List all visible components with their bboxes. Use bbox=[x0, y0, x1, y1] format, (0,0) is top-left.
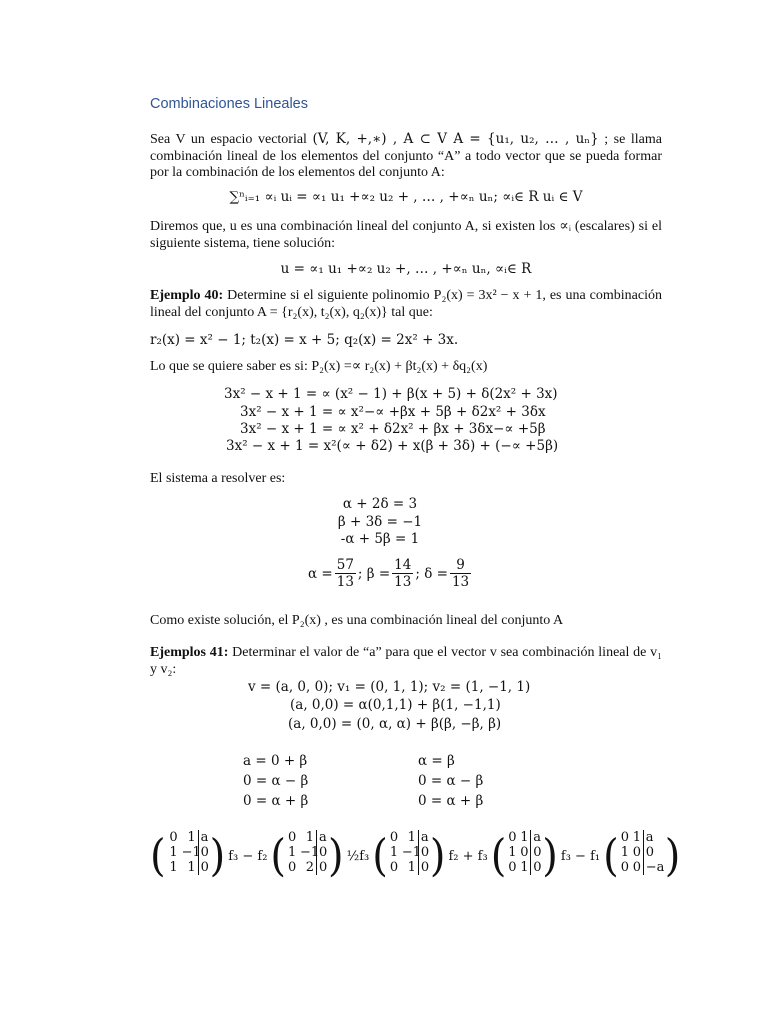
left-system-3: 0 = α + β bbox=[243, 793, 309, 809]
row-operation: ½f₃ bbox=[346, 848, 370, 864]
left-paren-icon: ( bbox=[490, 830, 507, 882]
matrix-cell: 1 bbox=[169, 845, 178, 860]
left-system-2: 0 = α − β bbox=[243, 773, 309, 789]
right-paren-icon: ) bbox=[542, 830, 558, 882]
left-paren-icon: ( bbox=[603, 830, 619, 882]
example-40-equation-2: 3x² − x + 1 = ∝ x²−∝ +βx + 5β + δ2x² + 3δx bbox=[240, 404, 546, 420]
matrix-cell: 1 bbox=[305, 830, 315, 845]
matrix-cell: a bbox=[198, 830, 210, 845]
matrix-cell: a bbox=[418, 830, 430, 845]
augmented-matrix bbox=[270, 830, 343, 882]
augmented-matrix bbox=[603, 830, 680, 882]
matrix-cell: 0 bbox=[530, 845, 542, 860]
matrix-cell: −1 bbox=[401, 845, 422, 860]
matrix-cell: 1 bbox=[508, 845, 517, 860]
matrix-cell: −1 bbox=[300, 845, 320, 860]
matrix-cell: a bbox=[316, 830, 328, 845]
matrix-cell: 1 bbox=[169, 860, 178, 875]
example-40-equation-4: 3x² − x + 1 = x²(∝ + δ2) + x(β + 3δ) + (−∝ +5β) bbox=[226, 438, 559, 454]
matrix-cell: a bbox=[530, 830, 542, 845]
matrix-cell: 0 bbox=[530, 860, 542, 875]
matrix-cell: 1 bbox=[407, 860, 416, 875]
section-heading: Combinaciones Lineales bbox=[150, 96, 308, 112]
right-paren-icon: ) bbox=[328, 830, 344, 882]
example-40-text: Determine si el siguiente polinomio P₂(x) = 3x² − x + 1, es una combinación lineal del conjunto A = {r₂(x), t₂(x), q₂(x)} tal que: bbox=[150, 288, 662, 320]
row-operation: f₂ + f₃ bbox=[448, 848, 488, 864]
matrix-cell: 1 bbox=[389, 845, 399, 860]
intro-paragraph bbox=[150, 131, 662, 182]
delta-denominator: 13 bbox=[451, 574, 470, 590]
matrix-cell: 0 bbox=[643, 845, 665, 860]
augmented-matrix bbox=[491, 830, 558, 882]
delta-numerator: 9 bbox=[450, 557, 471, 574]
right-paren-icon: ) bbox=[664, 830, 681, 882]
system-formula: u = ∝₁ u₁ +∝₂ u₂ +, … , +∝ₙ uₙ, ∝ᵢ∈ R bbox=[280, 261, 532, 277]
matrix-cell: 0 bbox=[316, 860, 328, 875]
matrix-cell: 0 bbox=[620, 830, 629, 845]
matrix-cell: 0 bbox=[632, 845, 641, 860]
matrix-cell: 0 bbox=[288, 830, 297, 845]
matrix-cell: −a bbox=[643, 860, 665, 875]
left-system-1: a = 0 + β bbox=[243, 753, 308, 769]
system-equation-2: β + 3δ = −1 bbox=[337, 514, 423, 530]
alpha-denominator: 13 bbox=[336, 574, 354, 590]
matrix-cell: 0 bbox=[520, 845, 529, 860]
matrix-cell: −1 bbox=[181, 845, 201, 860]
right-system-3: 0 = α + β bbox=[418, 793, 484, 809]
matrix-cell: 0 bbox=[316, 845, 328, 860]
matrix-cell: a bbox=[643, 830, 665, 845]
matrix-cell: 0 bbox=[389, 860, 399, 875]
example-41-equation-1: (a, 0,0) = α(0,1,1) + β(1, −1,1) bbox=[290, 697, 501, 713]
matrix-cell: 1 bbox=[520, 860, 529, 875]
system-label: El sistema a resolver es: bbox=[150, 471, 286, 486]
matrix-cell: 0 bbox=[418, 860, 430, 875]
matrix-cell: 0 bbox=[508, 860, 517, 875]
matrix-cell: 0 bbox=[508, 830, 517, 845]
solution-line bbox=[308, 557, 473, 590]
example-40-conclusion: Como existe solución, el P₂(x) , es una combinación lineal del conjunto A bbox=[150, 613, 564, 628]
matrix-cell: 1 bbox=[407, 830, 416, 845]
right-system-2: 0 = α − β bbox=[418, 773, 484, 789]
system-equation-1: α + 2δ = 3 bbox=[342, 496, 418, 512]
right-paren-icon: ) bbox=[429, 830, 446, 882]
matrix-cell: 1 bbox=[620, 845, 629, 860]
delta-fraction bbox=[450, 557, 471, 590]
beta-numerator: 14 bbox=[394, 557, 412, 573]
left-paren-icon: ( bbox=[150, 830, 166, 882]
example-40-equation-1: 3x² − x + 1 = ∝ (x² − 1) + β(x + 5) + δ(2x² + 3x) bbox=[224, 386, 558, 402]
example-40-label: Ejemplo 40: bbox=[150, 288, 224, 303]
matrix-cell: 2 bbox=[305, 860, 315, 875]
left-paren-icon: ( bbox=[372, 830, 388, 882]
intro-math: (V, K, +,∗) , A ⊂ V A = {u₁, u₂, … , uₙ} bbox=[312, 131, 599, 147]
beta-fraction bbox=[392, 557, 413, 590]
matrix-cell: 0 bbox=[632, 860, 641, 875]
matrix-cell: 1 bbox=[187, 860, 196, 875]
matrix-cell: 1 bbox=[632, 830, 641, 845]
matrix-cell: 1 bbox=[288, 845, 297, 860]
augmented-matrix bbox=[372, 830, 445, 882]
example-40-definitions: r₂(x) = x² − 1; t₂(x) = x + 5; q₂(x) = 2x² + 3x. bbox=[150, 332, 459, 348]
row-operation: f₃ − f₂ bbox=[228, 848, 268, 864]
right-system-1: α = β bbox=[418, 753, 455, 769]
alpha-numerator: 57 bbox=[336, 557, 354, 573]
system-equation-3: -α + 5β = 1 bbox=[340, 531, 420, 547]
beta-denominator: 13 bbox=[394, 574, 412, 590]
matrix-reduction-chain bbox=[150, 830, 680, 882]
matrix-cell: 1 bbox=[187, 830, 196, 845]
alpha-label: α = bbox=[308, 565, 333, 582]
example-40-question: Lo que se quiere saber es si: P₂(x) =∝ r₂(x) + βt₂(x) + δq₂(x) bbox=[150, 359, 488, 374]
diremos-paragraph: Diremos que, u es una combinación lineal del conjunto A, si existen los ∝ᵢ (escalares) si el siguiente sistema, tiene solución: bbox=[150, 219, 662, 251]
matrix-cell: 0 bbox=[169, 830, 178, 845]
example-41-label: Ejemplos 41: bbox=[150, 645, 229, 660]
summation-formula: ∑ⁿᵢ₌₁ ∝ᵢ uᵢ = ∝₁ u₁ +∝₂ u₂ + , … , +∝ₙ uₙ; ∝ᵢ∈ R uᵢ ∈ V bbox=[229, 189, 583, 205]
intro-text-start: Sea V un espacio vectorial bbox=[150, 132, 313, 147]
matrix-cell: 0 bbox=[198, 845, 210, 860]
intro-text-end: ; se llama combinación lineal de los elementos del conjunto “A” a todo vector que se pueda formar por la combinación de los elementos del conjunto A: bbox=[150, 132, 662, 180]
matrix-cell: 0 bbox=[418, 845, 430, 860]
example-41-vectors: v = (a, 0, 0); v₁ = (0, 1, 1); v₂ = (1, −1, 1) bbox=[248, 679, 531, 695]
matrix-cell: 0 bbox=[288, 860, 297, 875]
right-paren-icon: ) bbox=[209, 830, 226, 882]
matrix-cell: 1 bbox=[520, 830, 529, 845]
row-operation: f₃ − f₁ bbox=[560, 848, 601, 864]
beta-label: ; β = bbox=[357, 565, 391, 582]
left-paren-icon: ( bbox=[270, 830, 287, 882]
example-40-paragraph bbox=[150, 288, 662, 321]
matrix-cell: 0 bbox=[620, 860, 629, 875]
alpha-fraction bbox=[335, 557, 356, 590]
example-41-text: Determinar el valor de “a” para que el vector v sea combinación lineal de v₁ y v₂: bbox=[150, 645, 662, 677]
delta-label: ; δ = bbox=[415, 565, 448, 582]
matrix-cell: 0 bbox=[389, 830, 399, 845]
augmented-matrix bbox=[150, 830, 225, 882]
example-41-paragraph bbox=[150, 645, 662, 678]
example-40-equation-3: 3x² − x + 1 = ∝ x² + δ2x² + βx + 3δx−∝ +5β bbox=[240, 421, 546, 437]
example-41-equation-2: (a, 0,0) = (0, α, α) + β(β, −β, β) bbox=[288, 716, 502, 732]
matrix-cell: 0 bbox=[198, 860, 210, 875]
